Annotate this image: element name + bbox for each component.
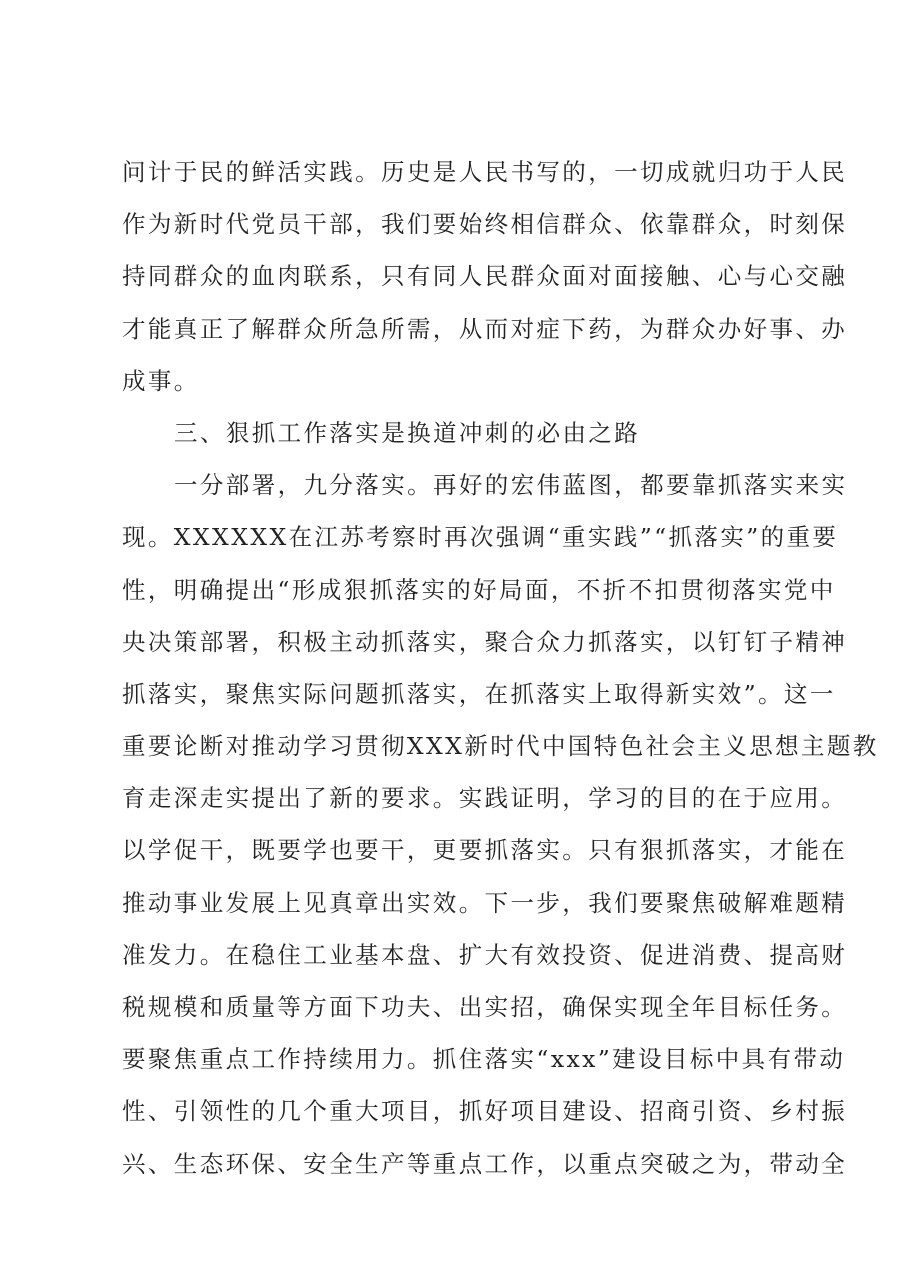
text-line: 重要论断对推动学习贯彻XXX新时代中国特色社会主义思想主题教 (122, 732, 879, 761)
document-body (122, 146, 879, 1190)
text-line: 抓落实，聚焦实际问题抓落实，在抓落实上取得新实效”。这一 (122, 679, 836, 708)
text-line: 才能真正了解群众所急所需，从而对症下药，为群众办好事、办 (122, 314, 848, 343)
text-line: 推动事业发展上见真章出实效。下一步，我们要聚焦破解难题精 (122, 888, 848, 917)
text-line: 育走深走实提出了新的要求。实践证明，学习的目的在于应用。 (122, 784, 848, 813)
text-line: 准发力。在稳住工业基本盘、扩大有效投资、促进消费、提高财 (122, 940, 848, 969)
text-line: 以学促干，既要学也要干，更要抓落实。只有狠抓落实，才能在 (122, 836, 848, 865)
text-line: 成事。 (122, 366, 200, 395)
text-line: 要聚焦重点工作持续用力。抓住落实“xxx”建设目标中具有带动 (122, 1045, 846, 1074)
text-line: 央决策部署，积极主动抓落实，聚合众力抓落实，以钉钉子精神 (122, 627, 848, 656)
text-line: 税规模和质量等方面下功夫、出实招，确保实现全年目标任务。 (122, 993, 848, 1021)
text-line: 性、引领性的几个重大项目，抓好项目建设、招商引资、乡村振 (122, 1097, 848, 1126)
text-line: 性，明确提出“形成狠抓落实的好局面，不折不扣贯彻落实党中 (122, 575, 836, 604)
paragraph-first-line: 一分部署，九分落实。再好的宏伟蓝图，都要靠抓落实来实 (174, 471, 848, 500)
text-line: 作为新时代党员干部，我们要始终相信群众、依靠群众，时刻保 (122, 210, 848, 239)
text-line: 持同群众的血肉联系，只有同人民群众面对面接触、心与心交融 (122, 262, 848, 291)
text-line: 问计于民的鲜活实践。历史是人民书写的，一切成就归功于人民 (122, 158, 848, 186)
section-heading: 三、狠抓工作落实是换道冲刺的必由之路 (174, 418, 641, 447)
text-line: 现。XXXXXX在江苏考察时再次强调“重实践”“抓落实”的重要 (122, 523, 839, 552)
text-line: 兴、生态环保、安全生产等重点工作，以重点突破之为，带动全 (122, 1149, 848, 1178)
